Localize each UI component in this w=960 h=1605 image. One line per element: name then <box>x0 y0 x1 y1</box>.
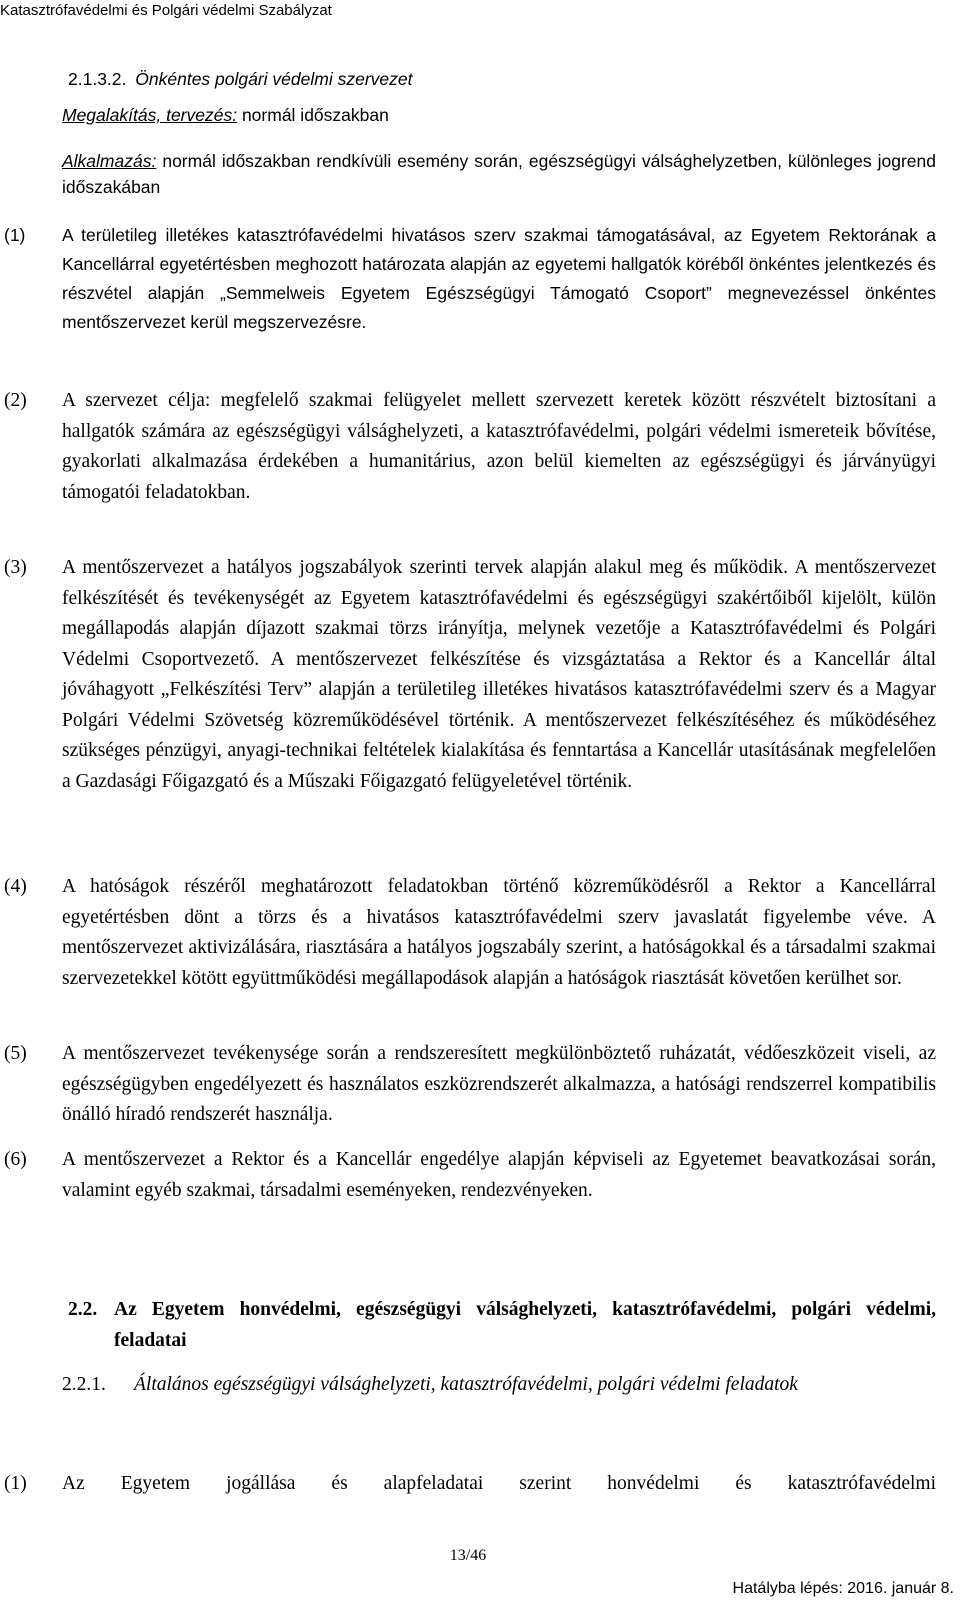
paragraph-text: A mentőszervezet a hatályos jogszabályok szerinti tervek alapján alakul meg és működik. A mentőszervezet felkészítését és tevékenységét az Egyetem katasztrófavédelmi és egészségügyi szakértőiből kijelölt, külön megállapodás alapján díjazott szakmai törzs irányítja, melynek vezetője a Katasztrófavédelmi és Polgári Védelmi Csoportvezető. A mentőszervezet felkészítése és vizsgáztatása a Rektor és a Kancellár által jóváhagyott „Felkészítési Terv” alapján a területileg illetékes hivatásos katasztrófavédelmi szerv és a Magyar Polgári Védelmi Szövetség közreműködésével történik. A mentőszervezet felkészítéséhez és működéséhez szükséges pénzügyi, anyagi-technikai feltételek kialakítása és fenntartása a Kancellár utasításának megfelelően a Gazdasági Főigazgató és a Műszaki Főigazgató felügyeletével történik. <box>62 557 936 792</box>
running-header-title: Katasztrófavédelmi és Polgári védelmi Szabályzat <box>0 2 332 19</box>
formation-line <box>62 102 936 128</box>
subsection-title: Általános egészségügyi válsághelyzeti, katasztrófavédelmi, polgári védelmi feladatok <box>134 1374 798 1395</box>
paragraph-text: A hatóságok részéről meghatározott feladatokban történő közreműködésről a Rektor a Kancellárral egyetértésben dönt a törzs és a hivatásos katasztrófavédelmi szerv javaslatát figyelembe véve. A mentőszervezet aktivizálására, riasztására a hatályos jogszabály szerint, a hatóságokkal és a társadalmi szakmai szervezetekkel kötött együttműködési megállapodások alapján a hatóságok riasztását követően kerülhet sor. <box>62 876 936 989</box>
section-title: Az Egyetem honvédelmi, egészségügyi válsághelyzeti, katasztrófavédelmi, polgári védelmi, feladatai <box>114 1299 936 1351</box>
paragraph-text: A szervezet célja: megfelelő szakmai felügyelet mellett szervezett keretek között részvételt biztosítani a hallgatók számára az egészségügyi válsághelyzeti, a katasztrófavédelmi, polgári védelmi ismereteik bővítése, gyakorlati alkalmazása érdekében a humanitárius, azon belül kiemelten az egészségügyi és járványügyi támogatói feladatokban. <box>62 390 936 503</box>
paragraph-1-volunteer-org <box>0 221 936 337</box>
subsection-title: Önkéntes polgári védelmi szervezet <box>135 69 413 89</box>
paragraph-text: A mentőszervezet a Rektor és a Kancellár engedélye alapján képviseli az Egyetemet beavatkozásai során, valamint egyéb szakmai, társadalmi eseményeken, rendezvényeken. <box>62 1149 936 1201</box>
subsection-number: 2.2.1. <box>62 1374 106 1395</box>
paragraph-text: Az Egyetem jogállása és alapfeladatai szerint honvédelmi és katasztrófavédelmi <box>62 1473 936 1494</box>
formation-label: Megalakítás, tervezés: <box>62 105 238 125</box>
section-heading-2-2 <box>68 1294 936 1356</box>
paragraph-number: (1) <box>4 1473 27 1494</box>
application-text: normál időszakban rendkívüli esemény során, egészségügyi válsághelyzetben, különleges jogrend időszakában <box>62 151 936 197</box>
paragraph-number: (3) <box>4 557 27 578</box>
paragraph-3 <box>0 553 936 797</box>
paragraph-5 <box>0 1039 936 1131</box>
paragraph-number: (2) <box>4 390 27 411</box>
page-number: 13/46 <box>449 1547 487 1564</box>
paragraph-number: (6) <box>4 1149 27 1170</box>
paragraph-6 <box>0 1145 936 1206</box>
application-line <box>62 148 936 200</box>
paragraph-number: (1) <box>4 225 26 245</box>
application-label: Alkalmazás: <box>62 151 157 171</box>
subsection-heading-2-2-1 <box>62 1369 936 1400</box>
paragraph-text: A területileg illetékes katasztrófavédelmi hivatásos szerv szakmai támogatásával, az Egyetem Rektorának a Kancellárral egyetértésben meghozott határozata alapján az egyetemi hallgatók köréből önkéntes jelentkezés és részvétel alapján „Semmelweis Egyetem Egészségügyi Támogató Csoport” megnevezéssel önkéntes mentőszervezet kerül megszervezésre. <box>62 225 936 332</box>
subsection-heading-2-1-3-2 <box>68 66 936 92</box>
effective-date: Hatályba lépés: 2016. január 8. <box>732 1580 954 1597</box>
paragraph-number: (5) <box>4 1043 27 1064</box>
paragraph-text: A mentőszervezet tevékenysége során a rendszeresített megkülönböztető ruházatát, védőeszközeit viseli, az egészségügyben engedélyezett és használatos eszközrendszerét alkalmazza, a hatósági rendszerrel kompatibilis önálló híradó rendszerét használja. <box>62 1043 936 1125</box>
paragraph-2 <box>0 386 936 508</box>
section-number: 2.2. <box>68 1299 98 1320</box>
subsection-number: 2.1.3.2. <box>68 69 127 89</box>
paragraph-4 <box>0 872 936 994</box>
formation-text: normál időszakban <box>241 105 389 125</box>
paragraph-1-general-duties <box>0 1469 936 1500</box>
paragraph-number: (4) <box>4 876 27 897</box>
